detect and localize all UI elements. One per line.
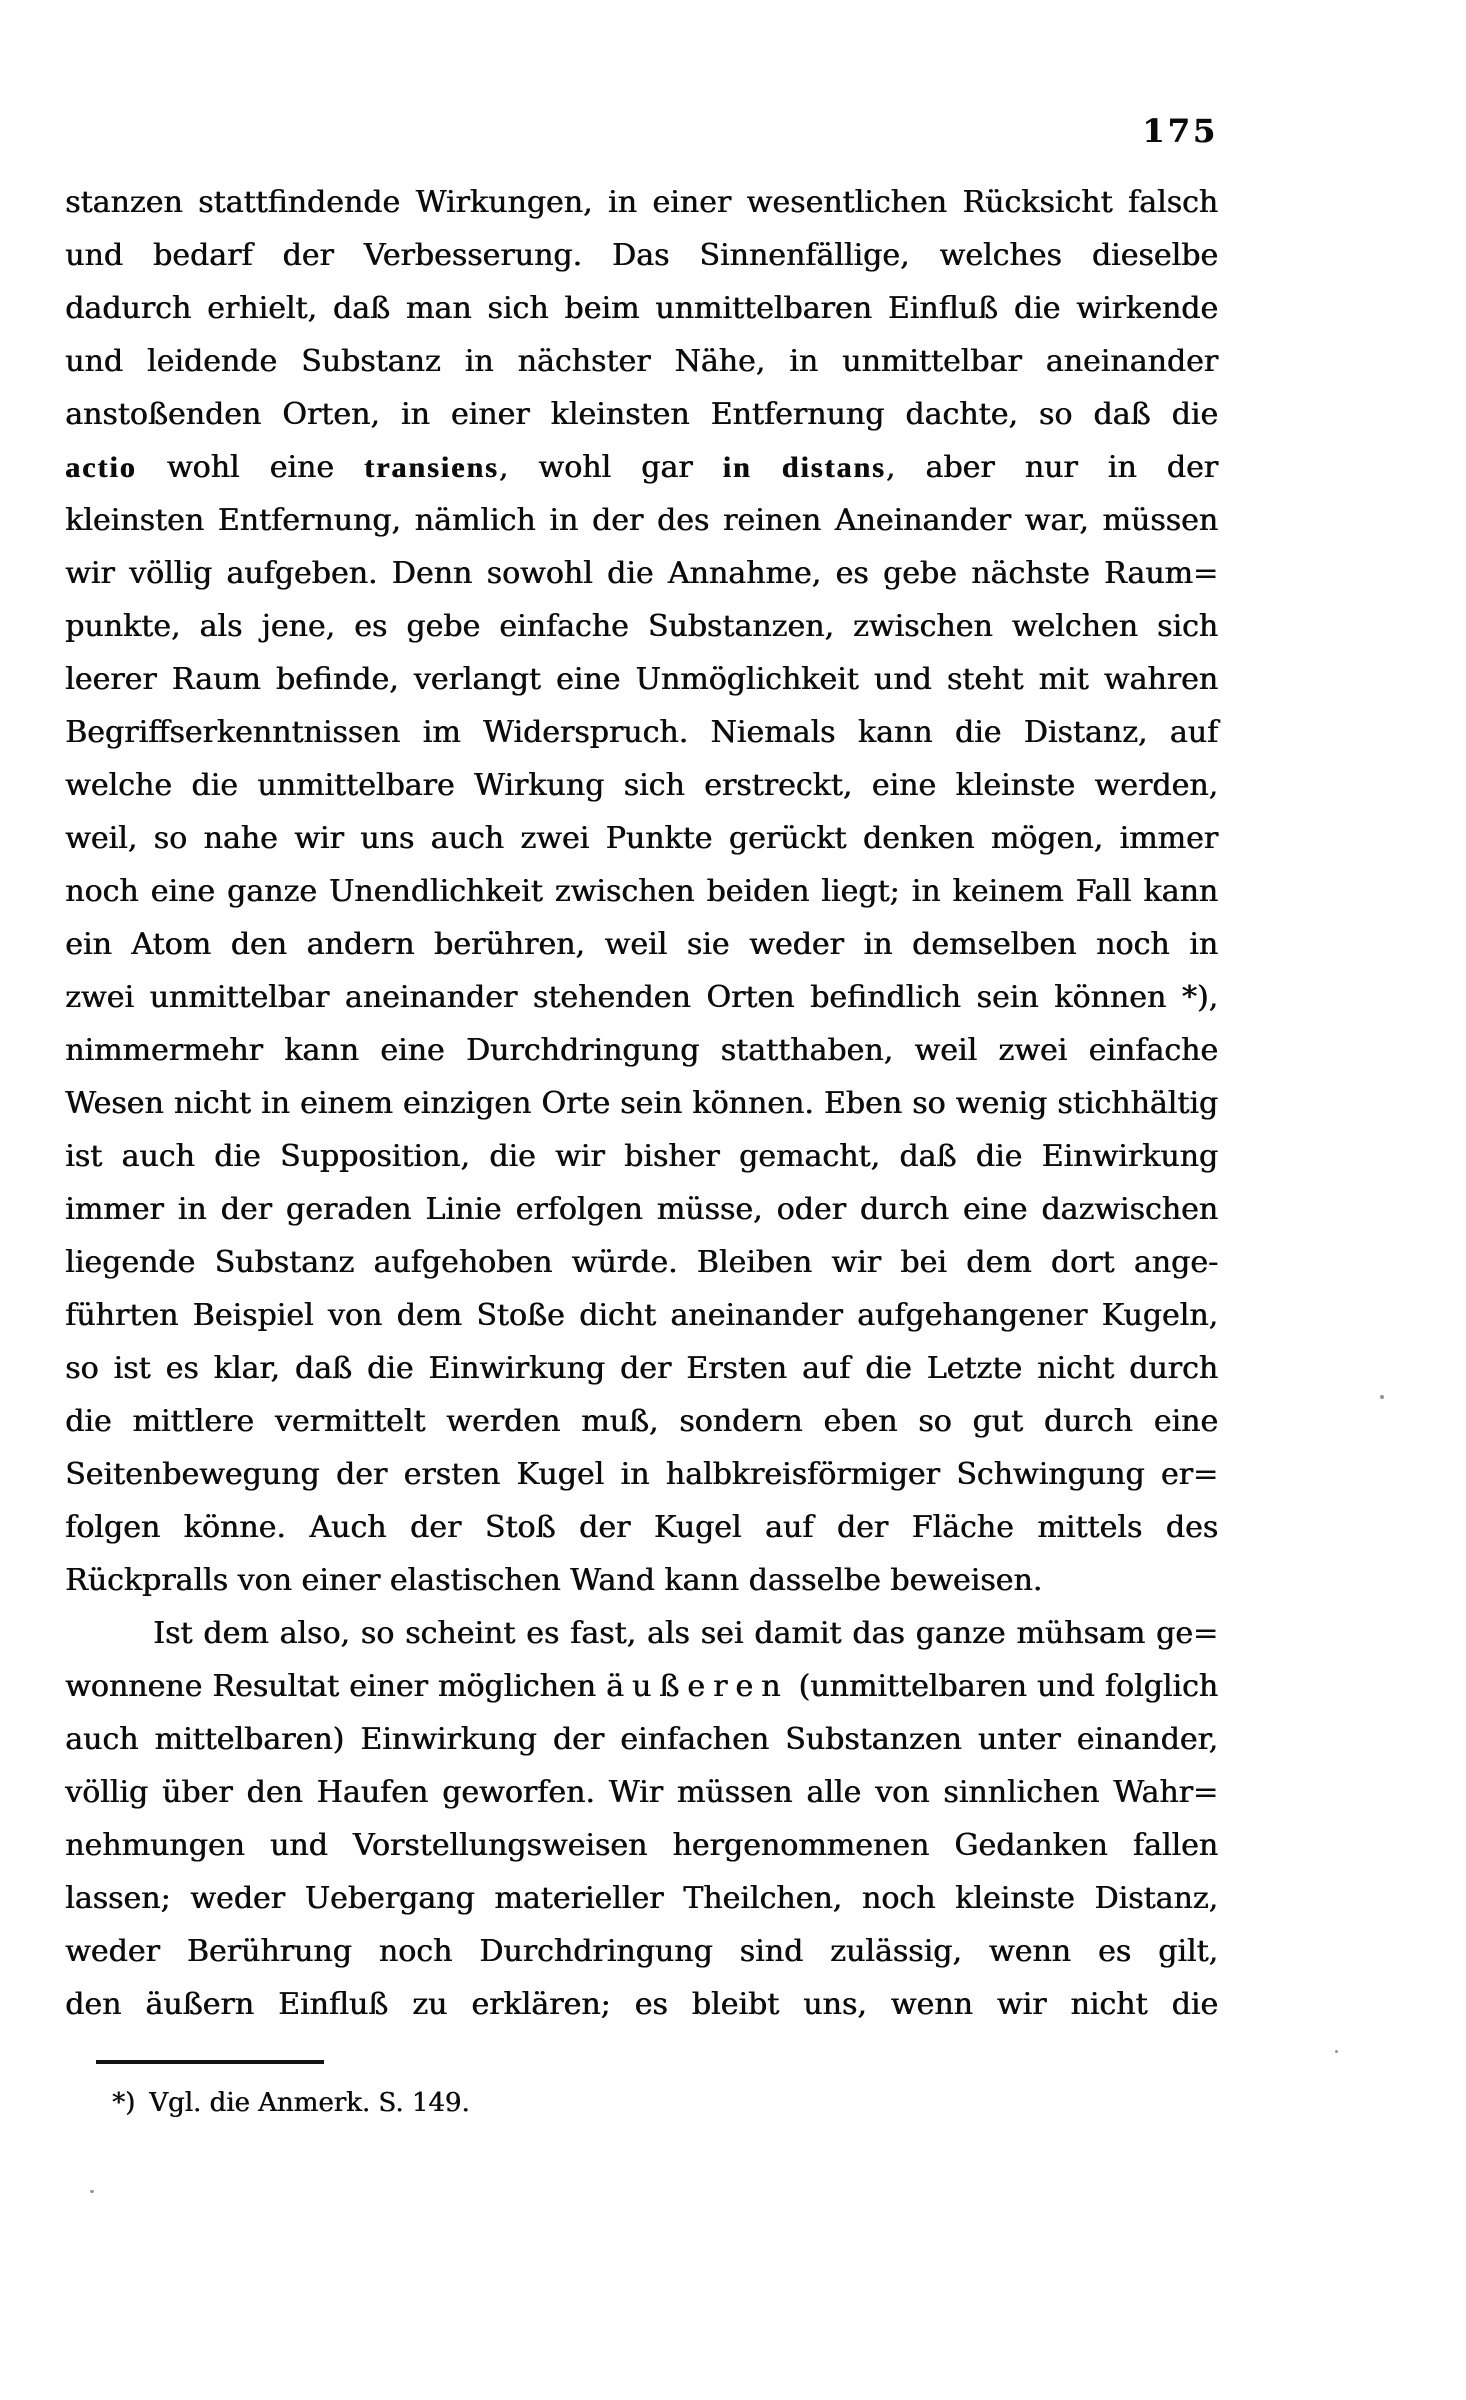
text-line: ist auch die Supposition, die wir bisher gemacht, daß die Einwirkung bbox=[65, 1139, 1218, 1174]
text-line: liegende Substanz aufgehoben würde. Bleiben wir bei dem dort ange- bbox=[65, 1245, 1218, 1280]
text-line: punkte, als jene, es gebe einfache Substanzen, zwischen welchen sich bbox=[65, 609, 1218, 644]
text-line: leerer Raum befinde, verlangt eine Unmöglichkeit und steht mit wahren bbox=[65, 662, 1218, 697]
text-segment: , wohl gar bbox=[498, 450, 723, 485]
text-line: führten Beispiel von dem Stoße dicht aneinander aufgehangener Kugeln, bbox=[65, 1298, 1218, 1333]
text-line: kleinsten Entfernung, nämlich in der des reinen Aneinander war, müssen bbox=[65, 503, 1218, 538]
text-segment: wohl eine bbox=[136, 450, 364, 485]
text-line: nimmermehr kann eine Durchdringung statthaben, weil zwei einfache bbox=[65, 1033, 1218, 1068]
text-line: den äußern Einfluß zu erklären; es bleibt uns, wenn wir nicht die bbox=[65, 1987, 1218, 2022]
text-line: ein Atom den andern berühren, weil sie weder in demselben noch in bbox=[65, 927, 1218, 962]
latin-term-transiens: transiens bbox=[364, 451, 499, 484]
text-line: noch eine ganze Unendlichkeit zwischen beiden liegt; in keinem Fall kann bbox=[65, 874, 1218, 909]
text-line: nehmungen und Vorstellungsweisen hergenommenen Gedanken fallen bbox=[65, 1828, 1218, 1863]
text-segment: wonnene Resultat einer möglichen bbox=[65, 1669, 606, 1704]
text-line: dadurch erhielt, daß man sich beim unmittelbaren Einfluß die wirkende bbox=[65, 291, 1218, 326]
footnote-separator-rule bbox=[96, 2060, 324, 2064]
scan-speck bbox=[1380, 1395, 1384, 1399]
paragraph-1 bbox=[65, 176, 1218, 1607]
text-line: auch mittelbaren) Einwirkung der einfachen Substanzen unter einander, bbox=[65, 1722, 1218, 1757]
text-line: Wesen nicht in einem einzigen Orte sein können. Eben so wenig stichhältig bbox=[65, 1086, 1218, 1121]
text-line: stanzen stattfindende Wirkungen, in einer wesentlichen Rücksicht falsch bbox=[65, 185, 1218, 220]
page-number: 175 bbox=[1142, 112, 1218, 150]
text-line: Ist dem also, so scheint es fast, als sei damit das ganze mühsam ge= bbox=[153, 1616, 1218, 1651]
text-line: anstoßenden Orten, in einer kleinsten Entfernung dachte, so daß die bbox=[65, 397, 1218, 432]
footnote-marker: *) bbox=[112, 2088, 136, 2118]
text-line: völlig über den Haufen geworfen. Wir müssen alle von sinnlichen Wahr= bbox=[65, 1775, 1218, 1810]
scan-speck bbox=[90, 2190, 94, 2193]
text-segment: (unmittelbaren und folglich bbox=[788, 1669, 1218, 1704]
scan-speck bbox=[1335, 2050, 1338, 2053]
text-line: weil, so nahe wir uns auch zwei Punkte gerückt denken mögen, immer bbox=[65, 821, 1218, 856]
text-line: so ist es klar, daß die Einwirkung der Ersten auf die Letzte nicht durch bbox=[65, 1351, 1218, 1386]
emphasized-spaced-word: äußeren bbox=[605, 1669, 789, 1704]
text-line: zwei unmittelbar aneinander stehenden Orten befindlich sein können *), bbox=[65, 980, 1218, 1015]
text-line: lassen; weder Uebergang materieller Theilchen, noch kleinste Distanz, bbox=[65, 1881, 1218, 1916]
text-line: immer in der geraden Linie erfolgen müsse, oder durch eine dazwischen bbox=[65, 1192, 1218, 1227]
text-line: wir völlig aufgeben. Denn sowohl die Annahme, es gebe nächste Raum= bbox=[65, 556, 1218, 591]
text-line: die mittlere vermittelt werden muß, sondern eben so gut durch eine bbox=[65, 1404, 1218, 1439]
text-segment: , aber nur in der bbox=[885, 450, 1218, 485]
text-line: folgen könne. Auch der Stoß der Kugel auf der Fläche mittels des bbox=[65, 1510, 1218, 1545]
text-line: Rückpralls von einer elastischen Wand kann dasselbe beweisen. bbox=[65, 1563, 1043, 1598]
footnote bbox=[112, 2082, 1112, 2124]
footnote-text: Vgl. die Anmerk. S. 149. bbox=[149, 2088, 470, 2118]
text-line: und leidende Substanz in nächster Nähe, in unmittelbar aneinander bbox=[65, 344, 1218, 379]
text-line: Begriffserkenntnissen im Widerspruch. Niemals kann die Distanz, auf bbox=[65, 715, 1218, 750]
text-line: weder Berührung noch Durchdringung sind zulässig, wenn es gilt, bbox=[65, 1934, 1218, 1969]
body-text bbox=[65, 176, 1218, 2031]
text-line: welche die unmittelbare Wirkung sich erstreckt, eine kleinste werden, bbox=[65, 768, 1218, 803]
text-line: und bedarf der Verbesserung. Das Sinnenfällige, welches dieselbe bbox=[65, 238, 1218, 273]
text-line: Seitenbewegung der ersten Kugel in halbkreisförmiger Schwingung er= bbox=[65, 1457, 1218, 1492]
latin-term-actio: actio bbox=[65, 451, 137, 484]
text-line-mixed bbox=[65, 441, 1218, 494]
paragraph-2 bbox=[65, 1607, 1218, 2031]
text-line-mixed bbox=[65, 1660, 1218, 1713]
latin-term-in-distans: in distans bbox=[722, 451, 886, 484]
